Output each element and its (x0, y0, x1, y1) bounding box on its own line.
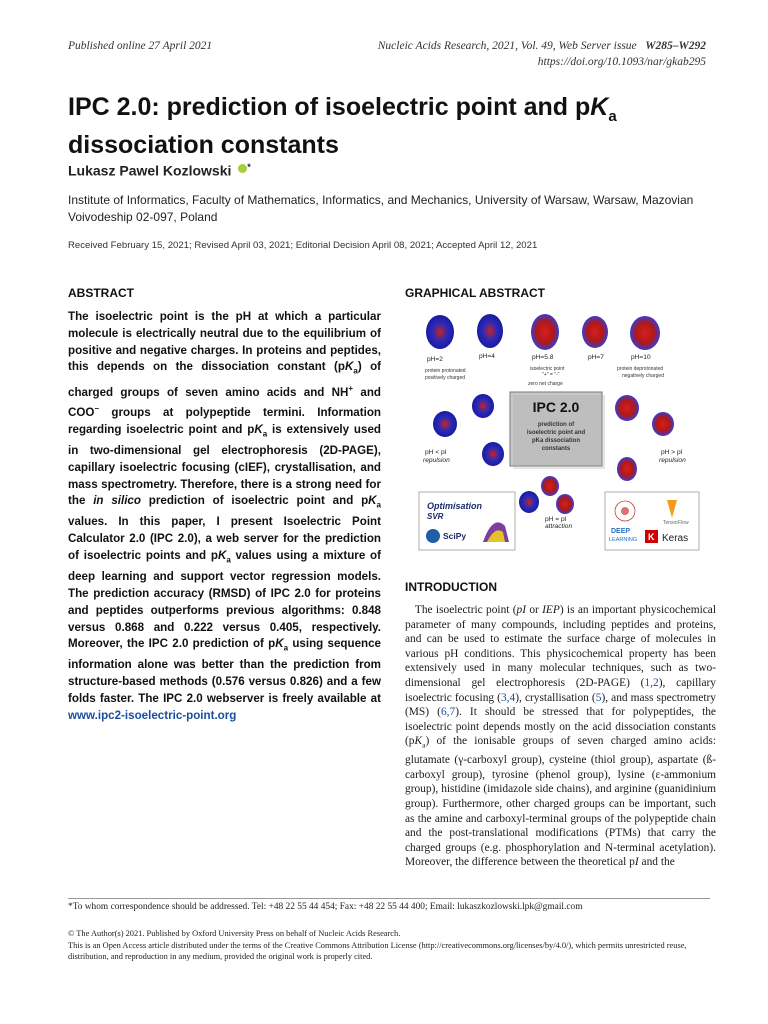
protein-ph2-icon (426, 315, 454, 349)
title-line-2: dissociation constants (68, 131, 339, 159)
protein-ph4-icon (477, 314, 503, 348)
right-relation: pH > pI (661, 449, 683, 456)
correspondence-mark: * (247, 162, 251, 172)
bottom-relation-note: attraction (545, 523, 573, 530)
mid-note-1: isoelectric point (530, 366, 565, 372)
copyright-line-2: This is an Open Access article distributed under the terms of the Creative Commons Attribution License (http://creativecommons.org/licenses/by/4.0/), which permits unrestricted reuse, distribution, and reproduction in any medium, provided the original work is properly cited. (68, 940, 687, 961)
right-note-2: negatively charged (622, 373, 664, 379)
title-k: K (590, 93, 609, 121)
right-relation-note: repulsion (659, 457, 686, 464)
copyright-notice (68, 928, 710, 963)
ipc-box-title: IPC 2.0 (532, 399, 580, 415)
ipc-box-line3: pKa dissociation (531, 438, 581, 444)
title-sub-a: a (608, 108, 617, 125)
copyright-line-1: © The Author(s) 2021. Published by Oxford University Press on behalf of Nucleic Acids Research. (68, 929, 401, 938)
protein-left-1-icon (433, 411, 457, 437)
keras-label: Keras (662, 533, 689, 544)
protein-left-2-icon (472, 394, 494, 418)
graphical-abstract-heading: GRAPHICAL ABSTRACT (405, 286, 545, 300)
journal-citation (378, 40, 706, 52)
svr-label: SVR (427, 512, 444, 521)
citation-5[interactable]: 5 (595, 691, 602, 704)
ph-label-10: pH=10 (631, 354, 651, 361)
ph-label-7: pH=7 (588, 354, 604, 361)
ipc-box-line4: constants (541, 446, 571, 452)
optimisation-title: Optimisation (427, 501, 483, 511)
protein-left-3-icon (482, 442, 504, 466)
svg-text:K: K (648, 532, 655, 542)
left-relation: pH < pI (425, 449, 447, 456)
mid-note-2: "+" = "-" (542, 372, 560, 378)
orcid-icon[interactable] (238, 164, 247, 173)
paper-title (68, 93, 708, 160)
ph-label-58: pH=5.8 (532, 354, 554, 361)
affiliation: Institute of Informatics, Faculty of Mathematics, Informatics, and Mechanics, University of Warsaw, Warsaw, Mazovian Voivodeship 02-097, Poland (68, 193, 694, 224)
protein-right-1-icon (615, 395, 639, 421)
protein-bottom-3-icon (556, 494, 574, 514)
citation-1-2[interactable]: 1,2 (644, 676, 659, 689)
bottom-relation: pH = pI (545, 516, 567, 523)
protein-right-2-icon (652, 412, 674, 436)
correspondence-footnote: *To whom correspondence should be addressed. Tel: +48 22 55 44 454; Fax: +48 22 55 44 400; Email: lukaszkozlowski.lpk@gmail.com (68, 902, 583, 912)
scipy-logo-icon (426, 529, 440, 543)
left-note-2: positively charged (425, 375, 466, 381)
ipc-box-line1: prediction of (537, 422, 575, 428)
protein-ph58-icon (531, 314, 559, 350)
footnote-divider (68, 898, 710, 899)
protein-ph7-icon (582, 316, 608, 348)
mid-note-3: zero net charge (528, 381, 563, 387)
learning-label: LEARNING (609, 537, 638, 543)
deep-label: DEEP (611, 528, 631, 535)
ph-label-2: pH=2 (427, 356, 443, 363)
protein-bottom-2-icon (519, 491, 539, 513)
tensorflow-label: TensorFlow (663, 520, 689, 526)
introduction-body: The isoelectric point (pI or IEP) is an important physicochemical parameter of many compounds, including peptides and proteins, and can be used to estimate the surface charge of molecules in various pH conditions. This physicochemical property has been extensively used in many molecular techniques, such as two-dimensional gel electrophoresis (2D-PAGE) (1,2), capillary isoelectric focusing (3,4), crystallisation (5), and mass spectrometry (MS) (6,7). It should be stressed that for polypeptides, the isoelectric point depends mostly on the acid dissociation constants $(pK_a)$ of the ionisable groups of seven charged amino acids: glutamate (γ-carboxyl group), cysteine (thiol group), aspartate (ß-carboxyl group), tyrosine (phenol group), lysine (ε-ammonium group), histidine (imidazole side chains), and arginine (guanidinium group). Furthermore, other charged groups can be important, such as the amine and carboxyl-terminal groups of the polypeptide chain and the post-translational modifications (PTMs) that carry the charged groups (e.g. phosphorylation and N-terminal acetylation). Moreover, the difference between the theoretical pI and the (405, 604, 717, 869)
author (68, 162, 251, 179)
protein-right-3-icon (617, 457, 637, 481)
webserver-link[interactable]: www.ipc2-isoelectric-point.org (68, 708, 237, 722)
ipc-box-line2: isoelectric point and (526, 430, 586, 436)
ph-label-4: pH=4 (479, 353, 495, 360)
title-line-1: IPC 2.0: prediction of isoelectric point and p (68, 93, 591, 121)
left-note-1: protein protonated (425, 368, 466, 374)
author-name[interactable]: Lukasz Pawel Kozlowski (68, 162, 232, 179)
journal-name: Nucleic Acids Research, 2021, Vol. 49, Web Server issue (377, 40, 637, 52)
page-range: W285–W292 (645, 40, 706, 52)
right-note-1: protein deprotonated (617, 366, 664, 372)
published-date: Published online 27 April 2021 (68, 40, 213, 52)
graphical-abstract-figure (405, 304, 705, 564)
submission-dates: Received February 15, 2021; Revised April 03, 2021; Editorial Decision April 08, 2021; Accepted April 12, 2021 (68, 240, 538, 251)
protein-bottom-1-icon (541, 476, 559, 496)
citation-6-7[interactable]: 6,7 (440, 706, 456, 719)
abstract-heading: ABSTRACT (68, 286, 134, 300)
abstract-body: The isoelectric point is the pH at which a particular molecule is electrically neutral due to the equilibrium of positive and negative charges. In proteins and peptides, this depends on the dissociation constant $(pK_a)$ of charged groups of seven amino acids and NH+ and COO− groups at polypeptide termini. Information regarding isoelectric point and $pK_a$ is extensively used in two-dimensional gel electrophoresis (2D-PAGE), capillary isoelectric focusing (cIEF), crystallisation, and mass spectrometry. Therefore, there is a strong need for the in silico prediction of isoelectric point and $pK_a$ values. In this paper, I present Isoelectric Point Calculator 2.0 (IPC 2.0), a web server for the prediction of isoelectric points and $pK_a$ values using a mixture of deep learning and support vector regression models. The prediction accuracy (RMSD) of IPC 2.0 for proteins and peptides outperforms previous algorithms: 0.848 versus 0.868 and 0.222 versus 0.405, respectively. Moreover, the IPC 2.0 prediction of $pK_a$ using sequence information alone was better than the prediction from structure-based methods (0.576 versus 0.826) and a few folds faster. The IPC 2.0 webserver is freely available at www.ipc2-isoelectric-point.org (68, 310, 382, 722)
scipy-label: SciPy (443, 531, 467, 541)
introduction-heading: INTRODUCTION (405, 580, 497, 594)
protein-ph10-icon (630, 316, 660, 350)
doi-link[interactable]: https://doi.org/10.1093/nar/gkab295 (537, 56, 706, 68)
citation-3-4[interactable]: 3,4 (500, 691, 516, 704)
left-relation-note: repulsion (423, 457, 450, 464)
